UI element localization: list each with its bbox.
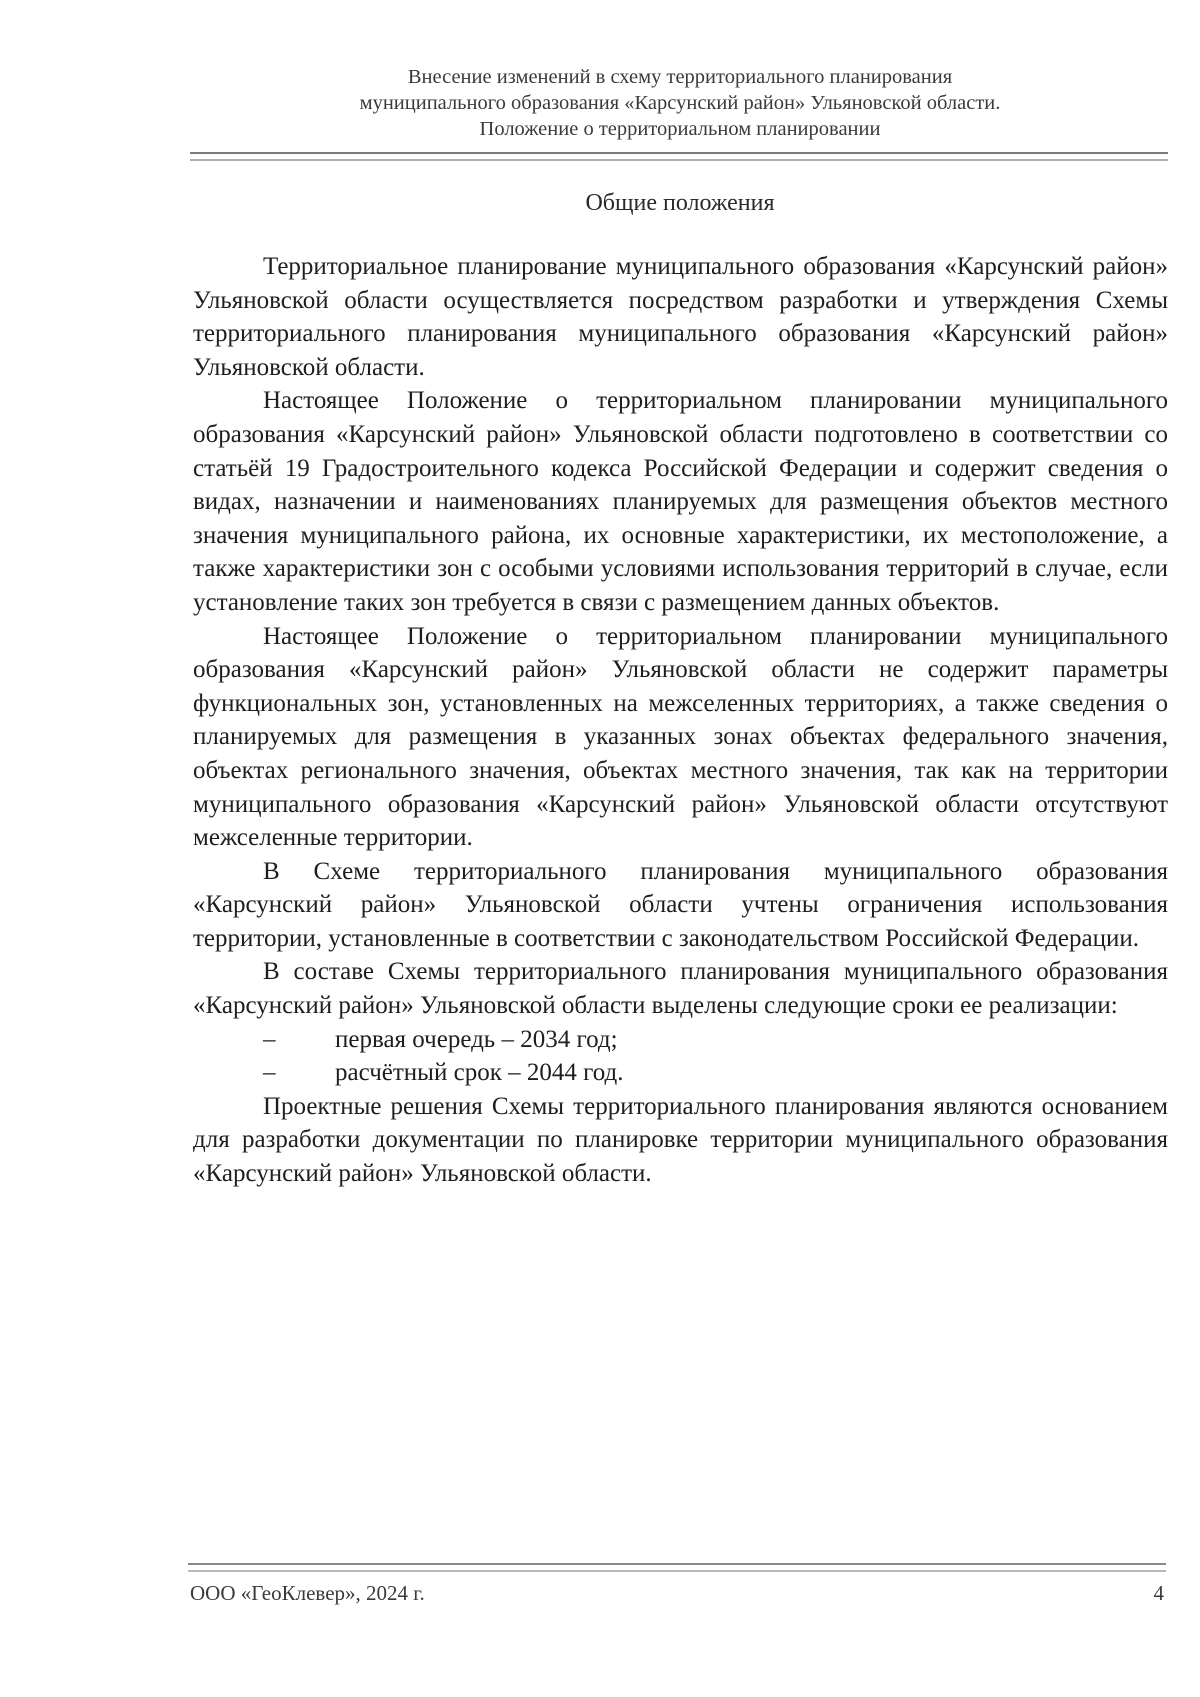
header-line-3: Положение о территориальном планировании [479, 118, 881, 140]
header-line-2: муниципального образования «Карсунский район» Ульяновской области. [359, 92, 1001, 114]
paragraph-1: Территориальное планирование муниципального образования «Карсунский район» Ульяновской области осуществляется посредством разработки и утверждения Схемы территориального планирования муниципального образования «Карсунский район» Ульяновской области. [193, 253, 1168, 381]
page-header [190, 64, 1170, 142]
list-item-text: расчётный срок – 2044 год. [335, 1059, 624, 1087]
footer-company: ООО «ГеоКлевер», 2024 г. [190, 1581, 425, 1605]
list-item-first-stage [193, 1023, 1168, 1057]
paragraph-2: Настоящее Положение о территориальном планировании муниципального образования «Карсунский район» Ульяновской области подготовлено в соответствии со статьёй 19 Градостроительного кодекса Российской Федерации и содержит сведения о видах, назначении и наименованиях планируемых для размещения объектов местного значения муниципального района, их основные характеристики, их местоположение, а также характеристики зон с особыми условиями использования территорий в случае, если установление таких зон требуется в связи с размещением данных объектов. [193, 387, 1168, 616]
paragraph-3: Настоящее Положение о территориальном планировании муниципального образования «Карсунский район» Ульяновской области не содержит параметры функциональных зон, установленных на межселенных территориях, а также сведения о планируемых для размещения в указанных зонах объектах федерального значения, объектах регионального значения, объектах местного значения, так как на территории муниципального образования «Карсунский район» Ульяновской области отсутствуют межселенные территории. [193, 622, 1168, 852]
page-number: 4 [1153, 1581, 1164, 1605]
section-title: Общие положения [585, 190, 775, 216]
paragraph-4: В Схеме территориального планирования муниципального образования «Карсунский район» Ульяновской области учтены ограничения использования территории, установленные в соответствии с законодательством Российской Федерации. [193, 857, 1168, 952]
list-item-estimated-term [193, 1056, 1168, 1090]
list-dash: – [263, 1059, 276, 1087]
list-dash: – [263, 1025, 276, 1053]
closing-paragraph: Проектные решения Схемы территориального планирования являются основанием для разработки документации по планировке территории муниципального образования «Карсунский район» Ульяновской области. [193, 1092, 1168, 1188]
body-text [193, 250, 1168, 1191]
list-item-text: первая очередь – 2034 год; [335, 1025, 618, 1053]
header-line-1: Внесение изменений в схему территориального планирования [407, 66, 953, 88]
footer-divider [188, 1563, 1166, 1572]
paragraph-5: В составе Схемы территориального планирования муниципального образования «Карсунский район» Ульяновской области выделены следующие сроки ее реализации: [193, 958, 1168, 1020]
header-divider [190, 152, 1168, 161]
